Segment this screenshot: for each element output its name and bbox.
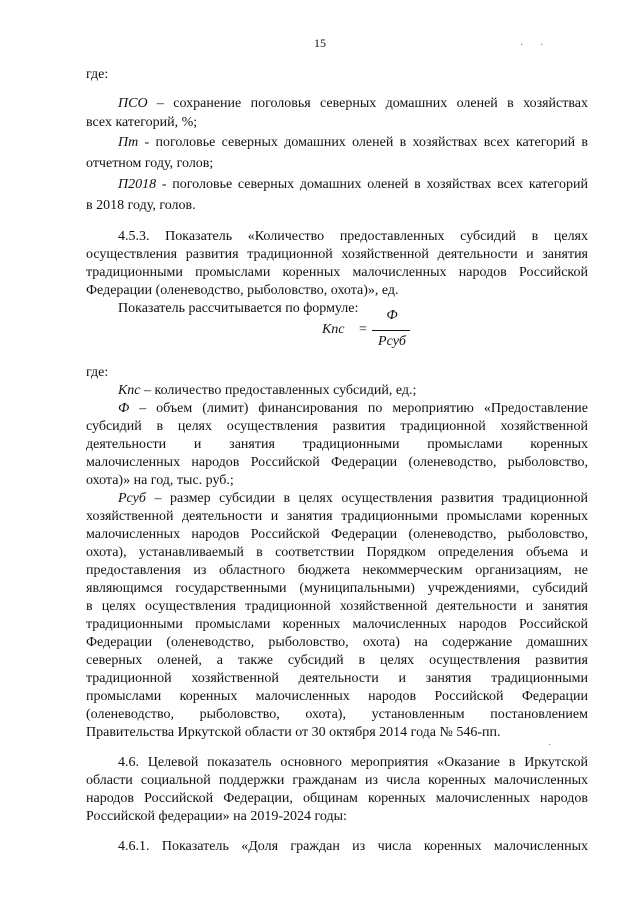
text-line: Российской федерации» на 2019-2024 годы:	[86, 809, 347, 824]
italic-term: Пт	[118, 135, 139, 150]
page-number: 15	[314, 36, 326, 50]
italic-term: Рсуб	[118, 491, 146, 506]
text-line: охота)» на год, тыс. руб.;	[86, 473, 234, 488]
text-line: северных оленей, а также субсидий в целях осуществления развития	[86, 653, 588, 668]
text-line: в 2018 году, голов.	[86, 198, 196, 213]
scan-artifact: ·	[540, 40, 544, 51]
text-line: П2018 - поголовье северных домашних оленей в хозяйствах всех категорий	[118, 177, 588, 192]
text-line: осуществления развития традиционной хозяйственной деятельности и занятия	[86, 247, 588, 262]
formula-numerator: Ф	[386, 308, 398, 323]
text-line: традиционной хозяйственной деятельности и занятия традиционными	[86, 671, 588, 686]
text-line: являющимся государственными (муниципальными) учреждениями, субсидий	[86, 581, 588, 596]
text-line: охота), устанавливаемый в соответствии Порядком определения объема и	[86, 545, 588, 560]
italic-term: Кпс	[118, 383, 141, 398]
scan-artifact: ·	[548, 740, 552, 751]
text-line: традиционными промыслами коренных малочисленных народов Российской	[86, 265, 588, 280]
formula-lhs: Кпс	[322, 322, 345, 337]
text-line: Федерации (оленеводство, рыболовство, охота) на содержание домашних	[86, 635, 588, 650]
fraction-bar	[372, 330, 410, 331]
text-line: в целях осуществления традиционной хозяйственной деятельности и занятия	[86, 599, 588, 614]
text-line: Пт - поголовье северных домашних оленей в хозяйствах всех категорий в	[118, 135, 588, 150]
text-line: субсидий в целях осуществления развития традиционной хозяйственной	[86, 419, 588, 434]
text-line: народов Российской Федерации, общинам коренных малочисленных народов	[86, 791, 588, 806]
italic-term: Ф	[118, 401, 130, 416]
text-line: Правительства Иркутской области от 30 октября 2014 года № 546-пп.	[86, 725, 501, 740]
text-line: ПСО – сохранение поголовья северных домашних оленей в хозяйствах	[118, 96, 588, 111]
text-line: предоставления из областного бюджета некоммерческим организациям, не	[86, 563, 588, 578]
text-line: всех категорий, %;	[86, 115, 198, 130]
text-line: 4.6. Целевой показатель основного мероприятия «Оказание в Иркутской	[118, 755, 588, 770]
text-line: (оленеводство, рыболовство, охота), установленным постановлением	[86, 707, 588, 722]
scan-artifact: ·	[520, 40, 524, 51]
text-line: где:	[86, 365, 109, 380]
text-line: 4.5.3. Показатель «Количество предоставленных субсидий в целях	[118, 229, 588, 244]
text-line: традиционными промыслами коренных малочисленных народов Российской	[86, 617, 588, 632]
text-line: области социальной поддержки гражданам из числа коренных малочисленных	[86, 773, 588, 788]
formula-equals: =	[359, 322, 367, 337]
italic-term: ПСО	[118, 96, 148, 111]
text-line: деятельности и занятия традиционными промыслами коренных	[86, 437, 588, 452]
text-line: Ф – объем (лимит) финансирования по мероприятию «Предоставление	[118, 401, 588, 416]
text-line: Федерации (оленеводство, рыболовство, охота)», ед.	[86, 283, 399, 298]
formula-denominator: Рсуб	[378, 334, 406, 349]
text-line: малочисленных народов Российской Федерации (оленеводство, рыболовство,	[86, 527, 588, 542]
text-line: отчетном году, голов;	[86, 156, 214, 171]
text-line: промыслами коренных малочисленных народов Российской Федерации	[86, 689, 588, 704]
italic-term: П2018	[118, 177, 157, 192]
text-line: 4.6.1. Показатель «Доля граждан из числа коренных малочисленных	[118, 839, 588, 854]
formula	[322, 308, 406, 358]
text-line: хозяйственной деятельности и занятия традиционными промыслами коренных	[86, 509, 588, 524]
text-line: Кпс – количество предоставленных субсидий, ед.;	[118, 383, 417, 398]
text-line: малочисленных народов Российской Федерации (оленеводство, рыболовство,	[86, 455, 588, 470]
text-line: Рсуб – размер субсидии в целях осуществления развития традиционной	[118, 491, 588, 506]
text-line: где:	[86, 67, 109, 82]
text-line: Показатель рассчитывается по формуле:	[118, 301, 359, 316]
